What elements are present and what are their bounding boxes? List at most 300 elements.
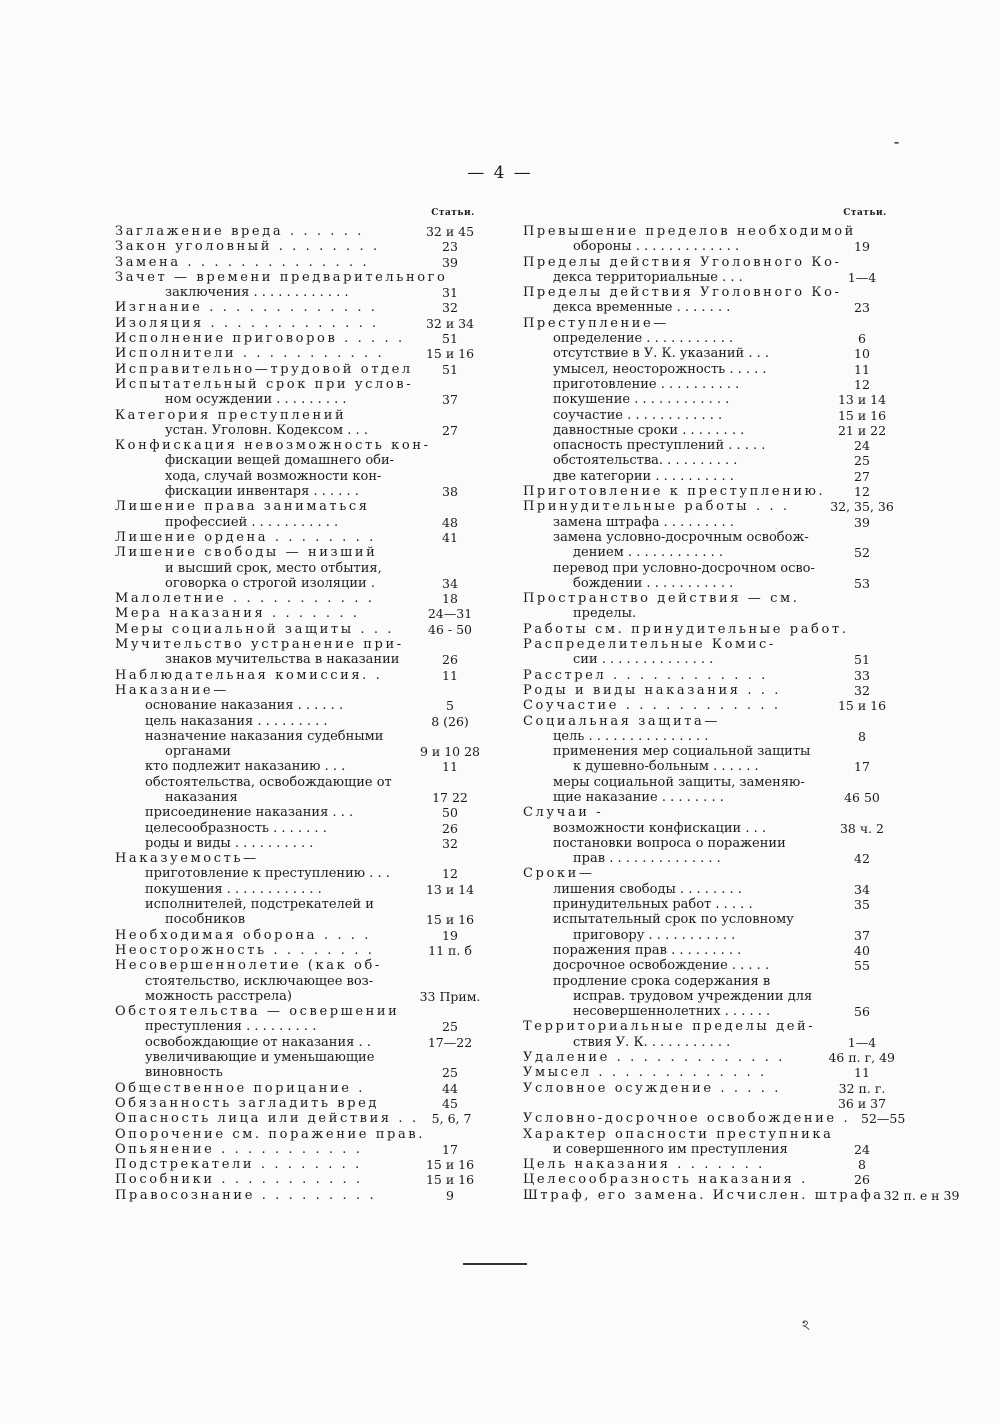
index-entry bbox=[523, 974, 895, 989]
entry-term: Лишение ордена . . . . . . . . bbox=[115, 529, 376, 545]
entry-article-ref: 9 и 10 28 bbox=[419, 744, 481, 760]
entry-article-ref: 9 bbox=[446, 1187, 454, 1203]
index-entry bbox=[115, 1004, 483, 1019]
entry-term: Лишение права заниматься bbox=[115, 499, 370, 515]
index-entry bbox=[523, 928, 895, 943]
index-entry bbox=[115, 1157, 483, 1172]
index-entry bbox=[523, 408, 895, 423]
index-entry bbox=[523, 882, 895, 897]
entry-term: дением . . . . . . . . . . . . bbox=[573, 545, 724, 561]
index-entry bbox=[115, 606, 483, 621]
entry-term: испытательный срок по условному bbox=[553, 912, 794, 928]
entry-term: постановки вопроса о поражении bbox=[553, 835, 786, 851]
index-entry bbox=[523, 438, 895, 453]
entry-article-ref: 32 и 34 bbox=[425, 315, 475, 331]
entry-term: Малолетние . . . . . . . . . . . bbox=[115, 591, 375, 607]
entry-term: Подстрекатели . . . . . . . . bbox=[115, 1157, 362, 1173]
entry-term: определение . . . . . . . . . . . bbox=[553, 331, 734, 347]
index-entry bbox=[523, 790, 895, 805]
index-entry bbox=[523, 698, 895, 713]
entry-article-ref: 5 bbox=[446, 698, 454, 714]
entry-term: Категория преступлений bbox=[115, 407, 347, 423]
index-entry bbox=[115, 958, 483, 973]
entry-term: Наблюдательная комиссия. . bbox=[115, 667, 383, 683]
entry-article-ref: 32 п. е н 39 bbox=[883, 1187, 960, 1203]
entry-term: Распределительные Комис- bbox=[523, 637, 776, 653]
entry-term: покушения . . . . . . . . . . . . bbox=[145, 881, 322, 897]
entry-term: Неосторожность . . . . . . . . bbox=[115, 942, 375, 958]
entry-term: преступления . . . . . . . . . bbox=[145, 1019, 317, 1035]
index-entry bbox=[523, 897, 895, 912]
entry-article-ref: 50 bbox=[442, 805, 458, 821]
index-entry bbox=[523, 484, 895, 499]
entry-term: приготовление к преступлению . . . bbox=[145, 866, 390, 882]
entry-term: Замена . . . . . . . . . . . . . . bbox=[115, 254, 370, 270]
entry-article-ref: 26 bbox=[442, 820, 458, 836]
entry-term: приготовление . . . . . . . . . . bbox=[553, 376, 740, 392]
index-entry bbox=[115, 851, 483, 866]
entry-article-ref: 51 bbox=[442, 331, 458, 347]
entry-term: Пространство действия — см. bbox=[523, 591, 800, 607]
index-entry bbox=[523, 346, 895, 361]
index-entry bbox=[523, 744, 895, 759]
entry-article-ref: 15 и 16 bbox=[425, 346, 475, 362]
entry-term: Обстоятельства — освершении bbox=[115, 1004, 400, 1020]
index-entry bbox=[115, 270, 483, 285]
index-entry bbox=[523, 331, 895, 346]
entry-term: стоятельство, исключающее воз- bbox=[145, 973, 374, 989]
entry-term: Исполнители . . . . . . . . . . . bbox=[115, 346, 385, 362]
index-entry bbox=[115, 790, 483, 805]
entry-term: Наказуемость— bbox=[115, 851, 259, 867]
entry-term: Зачет — времени предварительного bbox=[115, 269, 448, 285]
entry-term: Роды и виды наказания . . . bbox=[523, 682, 781, 698]
entry-term: устан. Уголовн. Кодексом . . . bbox=[165, 422, 368, 438]
index-entry bbox=[523, 606, 895, 621]
entry-term: соучастие . . . . . . . . . . . . bbox=[553, 407, 723, 423]
index-entry bbox=[115, 438, 483, 453]
entry-term: поражения прав . . . . . . . . . bbox=[553, 942, 742, 958]
entry-term: Социальная защита— bbox=[523, 713, 720, 729]
entry-article-ref: 15 и 16 bbox=[425, 1172, 475, 1188]
entry-article-ref: 42 bbox=[854, 851, 870, 867]
index-entry bbox=[523, 1142, 895, 1157]
index-entry bbox=[115, 1035, 483, 1050]
index-entry bbox=[115, 928, 483, 943]
entry-article-ref: 37 bbox=[854, 927, 870, 943]
index-entry bbox=[115, 836, 483, 851]
entry-term: применения мер социальной защиты bbox=[553, 744, 811, 760]
page-number: — 4 — bbox=[467, 163, 533, 183]
index-entry bbox=[523, 943, 895, 958]
index-entry bbox=[115, 866, 483, 881]
entry-article-ref: 15 и 16 bbox=[425, 1157, 475, 1173]
index-entry bbox=[523, 958, 895, 973]
index-entry bbox=[115, 423, 483, 438]
entry-term: и высший срок, место отбытия, bbox=[165, 560, 382, 576]
entry-article-ref: 5, 6, 7 bbox=[431, 1111, 472, 1127]
entry-term: приговору . . . . . . . . . . . bbox=[573, 927, 736, 943]
entry-term: Принудительные работы . . . bbox=[523, 499, 790, 515]
entry-term: знаков мучительства в наказании bbox=[165, 652, 400, 668]
entry-term: обстоятельства, освобождающие от bbox=[145, 774, 392, 790]
entry-article-ref: 13 и 14 bbox=[425, 881, 475, 897]
index-entry bbox=[523, 300, 895, 315]
entry-term: Изгнание . . . . . . . . . . . . . bbox=[115, 300, 378, 316]
entry-article-ref: 27 bbox=[442, 422, 458, 438]
index-entry bbox=[115, 1127, 483, 1142]
entry-article-ref: 33 Прим. bbox=[419, 988, 481, 1004]
index-entry bbox=[523, 989, 895, 1004]
index-entry bbox=[523, 561, 895, 576]
index-list-right bbox=[523, 224, 960, 1203]
entry-article-ref: 38 ч. 2 bbox=[839, 820, 885, 836]
entry-term: Необходимая оборона . . . . bbox=[115, 927, 372, 943]
entry-article-ref: 31 bbox=[442, 285, 458, 301]
entry-term: Расстрел . . . . . . . . . . . . bbox=[523, 667, 768, 683]
entry-term: основание наказания . . . . . . bbox=[145, 698, 344, 714]
entry-term: умысел, неосторожность . . . . . bbox=[553, 361, 767, 377]
entry-term: Штраф, его замена. Исчислен. штрафа bbox=[523, 1187, 884, 1203]
index-entry bbox=[523, 1004, 895, 1019]
index-entry bbox=[115, 652, 483, 667]
index-entry bbox=[115, 561, 483, 576]
entry-term: Закон уголовный . . . . . . . . bbox=[115, 239, 380, 255]
index-entry bbox=[115, 499, 483, 514]
index-entry bbox=[523, 1081, 895, 1096]
entry-term: декса временные . . . . . . . bbox=[553, 300, 731, 316]
index-entry bbox=[523, 530, 895, 545]
entry-term: лишения свободы . . . . . . . . bbox=[553, 881, 742, 897]
index-entry bbox=[523, 255, 895, 270]
index-entry bbox=[523, 515, 895, 530]
index-entry bbox=[523, 1035, 895, 1050]
index-entry bbox=[115, 729, 483, 744]
entry-term: Сроки— bbox=[523, 866, 595, 882]
entry-article-ref: 55 bbox=[854, 958, 870, 974]
entry-term: бождении . . . . . . . . . . . bbox=[573, 575, 734, 591]
entry-article-ref: 44 bbox=[442, 1080, 458, 1096]
index-entry bbox=[115, 897, 483, 912]
index-entry bbox=[115, 1111, 483, 1126]
entry-term: виновность bbox=[145, 1065, 223, 1081]
entry-article-ref: 51 bbox=[854, 652, 870, 668]
index-entry bbox=[115, 683, 483, 698]
index-entry bbox=[115, 1081, 483, 1096]
entry-article-ref: 24 bbox=[854, 438, 870, 454]
index-entry bbox=[523, 285, 895, 300]
index-entry bbox=[523, 453, 895, 468]
entry-term: ствия У. К. . . . . . . . . . . bbox=[573, 1034, 731, 1050]
column-header-left: Статьи. bbox=[431, 208, 475, 218]
entry-term: Пособники . . . . . . . . . . . bbox=[115, 1172, 363, 1188]
entry-term: фискации инвентаря . . . . . . bbox=[165, 484, 359, 500]
index-entry bbox=[115, 974, 483, 989]
index-entry bbox=[115, 300, 483, 315]
index-entry bbox=[115, 698, 483, 713]
entry-article-ref: 32 bbox=[854, 682, 870, 698]
index-entry bbox=[523, 1187, 960, 1203]
entry-article-ref: 23 bbox=[854, 300, 870, 316]
entry-term: можность расстрела) bbox=[145, 988, 292, 1004]
index-entry bbox=[523, 729, 895, 744]
index-entry bbox=[523, 714, 895, 729]
entry-article-ref: 27 bbox=[854, 468, 870, 484]
entry-term: профессией . . . . . . . . . . . bbox=[165, 514, 339, 530]
entry-article-ref: 1—4 bbox=[847, 269, 877, 285]
entry-term: оговорка о строгой изоляции . bbox=[165, 575, 375, 591]
index-entry bbox=[115, 1019, 483, 1034]
entry-term: пределы. bbox=[573, 606, 637, 622]
entry-article-ref: 17—22 bbox=[427, 1034, 473, 1050]
entry-article-ref: 52 bbox=[854, 545, 870, 561]
index-entry bbox=[115, 469, 483, 484]
entry-article-ref: 19 bbox=[854, 239, 870, 255]
entry-term: Удаление . . . . . . . . . . . . . bbox=[523, 1050, 785, 1066]
entry-article-ref: 18 bbox=[442, 591, 458, 607]
entry-term: Наказание— bbox=[115, 682, 229, 698]
entry-article-ref: 11 bbox=[854, 361, 870, 377]
entry-term: сии . . . . . . . . . . . . . . bbox=[573, 652, 714, 668]
entry-term: Работы см. принудительные работ. bbox=[523, 621, 849, 637]
entry-article-ref: 32 bbox=[442, 835, 458, 851]
index-entry bbox=[115, 821, 483, 836]
entry-term: и совершенного им преступления bbox=[553, 1141, 788, 1157]
index-entry bbox=[523, 805, 895, 820]
entry-term: Пределы действия Уголовного Ко- bbox=[523, 285, 842, 301]
index-entry bbox=[523, 1127, 895, 1142]
entry-term: хода, случай возможности кон- bbox=[165, 468, 382, 484]
entry-term: Конфискация невозможность кон- bbox=[115, 438, 431, 454]
entry-term: присоединение наказания . . . bbox=[145, 805, 354, 821]
entry-term: прав . . . . . . . . . . . . . . bbox=[573, 851, 721, 867]
entry-term: Преступление— bbox=[523, 315, 669, 331]
entry-term: Несовершеннолетие (как об- bbox=[115, 958, 382, 974]
index-entry bbox=[523, 1172, 895, 1187]
entry-term: Пределы действия Уголовного Ко- bbox=[523, 254, 842, 270]
entry-article-ref: 39 bbox=[854, 514, 870, 530]
index-entry bbox=[115, 453, 483, 468]
entry-article-ref: 24 bbox=[854, 1141, 870, 1157]
entry-article-ref: 48 bbox=[442, 514, 458, 530]
index-entry bbox=[523, 362, 895, 377]
entry-term: Меры социальной защиты . . . bbox=[115, 621, 395, 637]
index-entry bbox=[115, 744, 483, 759]
index-entry bbox=[115, 285, 483, 300]
index-entry bbox=[115, 1188, 483, 1203]
entry-article-ref: 37 bbox=[442, 392, 458, 408]
entry-term: исправ. трудовом учреждении для bbox=[573, 988, 813, 1004]
entry-term: Испытательный срок при услов- bbox=[115, 376, 414, 392]
entry-term: Превышение пределов необходимой bbox=[523, 224, 856, 239]
entry-term: Заглажение вреда . . . . . . bbox=[115, 224, 364, 239]
index-entry bbox=[115, 1172, 483, 1187]
index-entry bbox=[523, 377, 895, 392]
entry-term: назначение наказания судебными bbox=[145, 728, 384, 744]
index-column-left bbox=[115, 208, 483, 1203]
index-entry bbox=[523, 821, 895, 836]
index-entry bbox=[115, 668, 483, 683]
column-header-right: Статьи. bbox=[843, 208, 887, 218]
entry-article-ref: 32 п. г. bbox=[838, 1080, 886, 1096]
entry-term: наказания bbox=[165, 789, 238, 805]
entry-article-ref: 32 и 45 bbox=[425, 224, 475, 239]
entry-article-ref: 8 bbox=[858, 728, 866, 744]
entry-article-ref: 17 bbox=[854, 759, 870, 775]
index-entry bbox=[523, 423, 895, 438]
index-entry bbox=[115, 591, 483, 606]
entry-term: цель . . . . . . . . . . . . . . . bbox=[553, 728, 709, 744]
entry-term: опасность преступлений . . . . . bbox=[553, 438, 766, 454]
entry-term: Приготовление к преступлению. bbox=[523, 484, 826, 500]
index-entry bbox=[115, 316, 483, 331]
index-entry bbox=[115, 377, 483, 392]
index-entry bbox=[115, 1096, 483, 1111]
index-entry bbox=[115, 362, 483, 377]
index-entry bbox=[115, 759, 483, 774]
index-entry bbox=[115, 331, 483, 346]
index-entry bbox=[115, 637, 483, 652]
entry-term: органами bbox=[165, 744, 231, 760]
entry-article-ref: 25 bbox=[854, 453, 870, 469]
entry-term: Территориальные пределы дей- bbox=[523, 1019, 816, 1035]
entry-term: Условное осуждение . . . . . bbox=[523, 1080, 781, 1096]
index-entry bbox=[523, 1065, 895, 1080]
entry-article-ref: 46 - 50 bbox=[428, 621, 472, 637]
entry-term: обороны . . . . . . . . . . . . . bbox=[573, 239, 740, 255]
entry-article-ref: 1—4 bbox=[847, 1034, 877, 1050]
index-entry bbox=[523, 392, 895, 407]
entry-term: перевод при условно-досрочном осво- bbox=[553, 560, 815, 576]
index-entry bbox=[523, 622, 895, 637]
entry-article-ref: 21 и 22 bbox=[837, 422, 887, 438]
entry-term: Целесообразность наказания . bbox=[523, 1172, 808, 1188]
entry-term: заключения . . . . . . . . . . . . bbox=[165, 285, 349, 301]
entry-term: Правосознание . . . . . . . . . bbox=[115, 1187, 377, 1203]
index-entry bbox=[115, 515, 483, 530]
index-entry bbox=[523, 683, 895, 698]
entry-term: увеличивающие и уменьшающие bbox=[145, 1050, 375, 1066]
entry-term: Исполнение приговоров . . . . . bbox=[115, 331, 405, 347]
entry-term: возможности конфискации . . . bbox=[553, 820, 766, 836]
entry-article-ref: 35 bbox=[854, 897, 870, 913]
entry-term: замена условно-досрочным освобож- bbox=[553, 529, 809, 545]
index-entry bbox=[115, 224, 483, 239]
index-entry bbox=[523, 224, 895, 239]
index-entry bbox=[115, 714, 483, 729]
index-entry bbox=[523, 316, 895, 331]
entry-term: принудительных работ . . . . . bbox=[553, 897, 753, 913]
entry-term: давностные сроки . . . . . . . . bbox=[553, 422, 745, 438]
entry-article-ref: 12 bbox=[854, 376, 870, 392]
entry-article-ref: 15 и 16 bbox=[425, 912, 475, 928]
index-entry bbox=[523, 866, 895, 881]
index-entry bbox=[523, 1111, 906, 1127]
entry-term: Опасность лица или действия . . bbox=[115, 1111, 419, 1127]
entry-term: Случаи - bbox=[523, 805, 604, 821]
ink-mark: ঽ bbox=[802, 1318, 810, 1334]
index-entry bbox=[523, 912, 895, 927]
entry-article-ref: 11 bbox=[854, 1065, 870, 1081]
entry-article-ref: 34 bbox=[442, 575, 458, 591]
entry-term: Цель наказания . . . . . . . bbox=[523, 1157, 765, 1173]
index-entry bbox=[523, 591, 895, 606]
entry-term: Опьянение . . . . . . . . . . . bbox=[115, 1141, 363, 1157]
index-entry bbox=[115, 805, 483, 820]
entry-term: продление срока содержания в bbox=[553, 973, 771, 989]
entry-article-ref: 10 bbox=[854, 346, 870, 362]
entry-article-ref: 46 50 bbox=[844, 789, 880, 805]
entry-term: Мера наказания . . . . . . . bbox=[115, 606, 360, 622]
entry-term: Характер опасности преступника bbox=[523, 1126, 834, 1142]
index-entry bbox=[115, 943, 483, 958]
entry-article-ref: 17 bbox=[442, 1141, 458, 1157]
entry-article-ref: 32, 35, 36 bbox=[830, 499, 894, 515]
entry-term: цель наказания . . . . . . . . . bbox=[145, 713, 328, 729]
entry-term: отсутствие в У. К. указаний . . . bbox=[553, 346, 770, 362]
index-entry bbox=[523, 576, 895, 591]
index-entry bbox=[115, 622, 483, 637]
index-entry bbox=[115, 1065, 483, 1080]
entry-article-ref: 11 п. б bbox=[428, 942, 472, 958]
entry-term: декса территориальные . . . bbox=[553, 269, 743, 285]
index-entry bbox=[523, 668, 895, 683]
index-entry bbox=[523, 239, 895, 254]
index-entry bbox=[115, 239, 483, 254]
entry-term: исполнителей, подстрекателей и bbox=[145, 897, 374, 913]
entry-article-ref: 41 bbox=[442, 529, 458, 545]
entry-term: две категории . . . . . . . . . . bbox=[553, 468, 734, 484]
index-entry bbox=[523, 499, 895, 514]
entry-term: досрочное освобождение . . . . . bbox=[553, 958, 770, 974]
index-entry bbox=[523, 1050, 895, 1065]
entry-term: Условно-досрочное освобождение . bbox=[523, 1111, 851, 1127]
index-entry bbox=[115, 545, 483, 560]
index-entry bbox=[115, 484, 483, 499]
entry-article-ref: 6 bbox=[858, 331, 866, 347]
entry-article-ref: 46 п. г, 49 bbox=[828, 1050, 895, 1066]
entry-term: роды и виды . . . . . . . . . . bbox=[145, 835, 314, 851]
entry-term: Мучительство устранение при- bbox=[115, 637, 404, 653]
index-entry bbox=[115, 255, 483, 270]
entry-article-ref: 8 (26) bbox=[431, 713, 469, 729]
entry-article-ref: 17 22 bbox=[432, 789, 468, 805]
entry-article-ref: 40 bbox=[854, 942, 870, 958]
entry-article-ref: 11 bbox=[442, 759, 458, 775]
entry-article-ref: 25 bbox=[442, 1065, 458, 1081]
entry-term: покушение . . . . . . . . . . . . bbox=[553, 392, 730, 408]
entry-term: кто подлежит наказанию . . . bbox=[145, 759, 346, 775]
entry-term: меры социальной защиты, заменяю- bbox=[553, 774, 805, 790]
index-entry bbox=[523, 1157, 895, 1172]
entry-term: Изоляция . . . . . . . . . . . . . bbox=[115, 315, 379, 331]
index-entry bbox=[115, 530, 483, 545]
index-entry bbox=[115, 775, 483, 790]
entry-article-ref: 38 bbox=[442, 484, 458, 500]
entry-article-ref: 24—31 bbox=[427, 606, 473, 622]
entry-article-ref: 39 bbox=[442, 254, 458, 270]
entry-article-ref: 53 bbox=[854, 575, 870, 591]
entry-term: Соучастие . . . . . . . . . . . . bbox=[523, 698, 781, 714]
index-entry bbox=[115, 1142, 483, 1157]
entry-article-ref: 8 bbox=[858, 1157, 866, 1173]
entry-article-ref: 36 и 37 bbox=[837, 1095, 887, 1111]
entry-term: Исправительно—трудовой отдел bbox=[115, 361, 413, 377]
entry-term: Общественное порицание . bbox=[115, 1080, 366, 1096]
index-entry bbox=[523, 469, 895, 484]
index-entry bbox=[115, 346, 483, 361]
section-divider bbox=[463, 1263, 527, 1265]
